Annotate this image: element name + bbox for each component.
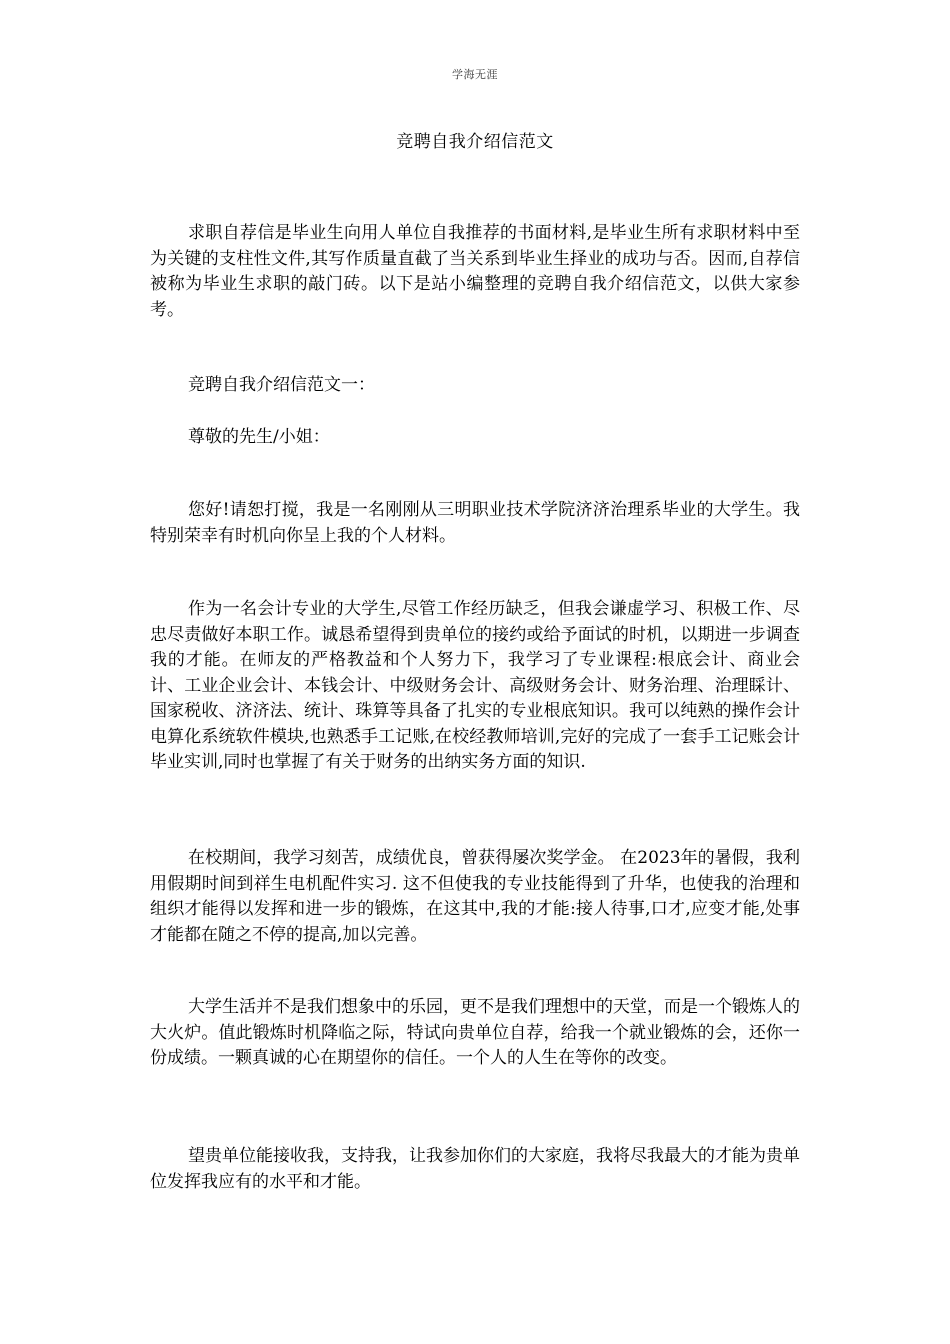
subtitle-text: 竞聘自我介绍信范文一： xyxy=(188,375,375,395)
paragraph-life xyxy=(150,995,800,1072)
paragraph-text: 求职自荐信是毕业生向用人单位自我推荐的书面材料,是毕业生所有求职材料中至为关键的支柱性文件,其写作质量直截了当关系到毕业生择业的成功与否。因而,自荐信被称为毕业生求职的敲门砖。以下是站小编整理的竞聘自我介绍信范文，以供大家参考。 xyxy=(150,223,800,320)
paragraph-school xyxy=(150,846,800,948)
salutation xyxy=(150,425,800,451)
paragraph-text: 作为一名会计专业的大学生,尽管工作经历缺乏，但我会谦虚学习、积极工作、尽忠尽责做好本职工作。诚恳希望得到贵单位的接约或给予面试的时机，以期进一步调查我的才能。在师友的严格教益和个人努力下，我学习了专业课程:根底会计、商业会计、工业企业会计、本钱会计、中级财务会计、高级财务会计、财务治理、治理睬计、国家税收、济济法、统计、珠算等具备了扎实的专业根底知识。我可以纯熟的操作会计电算化系统软件模块,也熟悉手工记账,在校经教师培训,完好的完成了一套手工记账会计毕业实训,同时也掌握了有关于财务的出纳实务方面的知识. xyxy=(150,599,800,772)
document-title: 竞聘自我介绍信范文 xyxy=(396,132,554,152)
paragraph-text: 您好!请恕打搅，我是一名刚刚从三明职业技术学院济济治理系毕业的大学生。我特别荣幸有时机向你呈上我的个人材料。 xyxy=(150,500,800,546)
section-subtitle xyxy=(150,373,800,399)
paragraph-text: 在校期间，我学习刻苦，成绩优良，曾获得屡次奖学金。 在2023年的暑假，我利用假期时间到祥生电机配件实习. 这不但使我的专业技能得到了升华，也使我的治理和组织才能得以发挥和进一步的锻炼，在这其中,我的才能:接人待事,口才,应变才能,处事才能都在随之不停的提高,加以完善。 xyxy=(150,848,800,945)
salutation-text: 尊敬的先生/小姐： xyxy=(188,427,330,447)
paragraph-hello xyxy=(150,498,800,549)
paragraph-text: 望贵单位能接收我，支持我，让我参加你们的大家庭，我将尽我最大的才能为贵单位发挥我应有的水平和才能。 xyxy=(150,1146,800,1192)
paragraph-intro xyxy=(150,221,800,323)
page-header: 学海无涯 xyxy=(452,68,498,81)
paragraph-major xyxy=(150,597,800,776)
paragraph-text: 大学生活并不是我们想象中的乐园，更不是我们理想中的天堂，而是一个锻炼人的大火炉。值此锻炼时机降临之际，特试向贵单位自荐，给我一个就业锻炼的会，还你一份成绩。一颗真诚的心在期望你的信任。一个人的人生在等你的改变。 xyxy=(150,997,800,1068)
paragraph-closing xyxy=(150,1144,800,1195)
